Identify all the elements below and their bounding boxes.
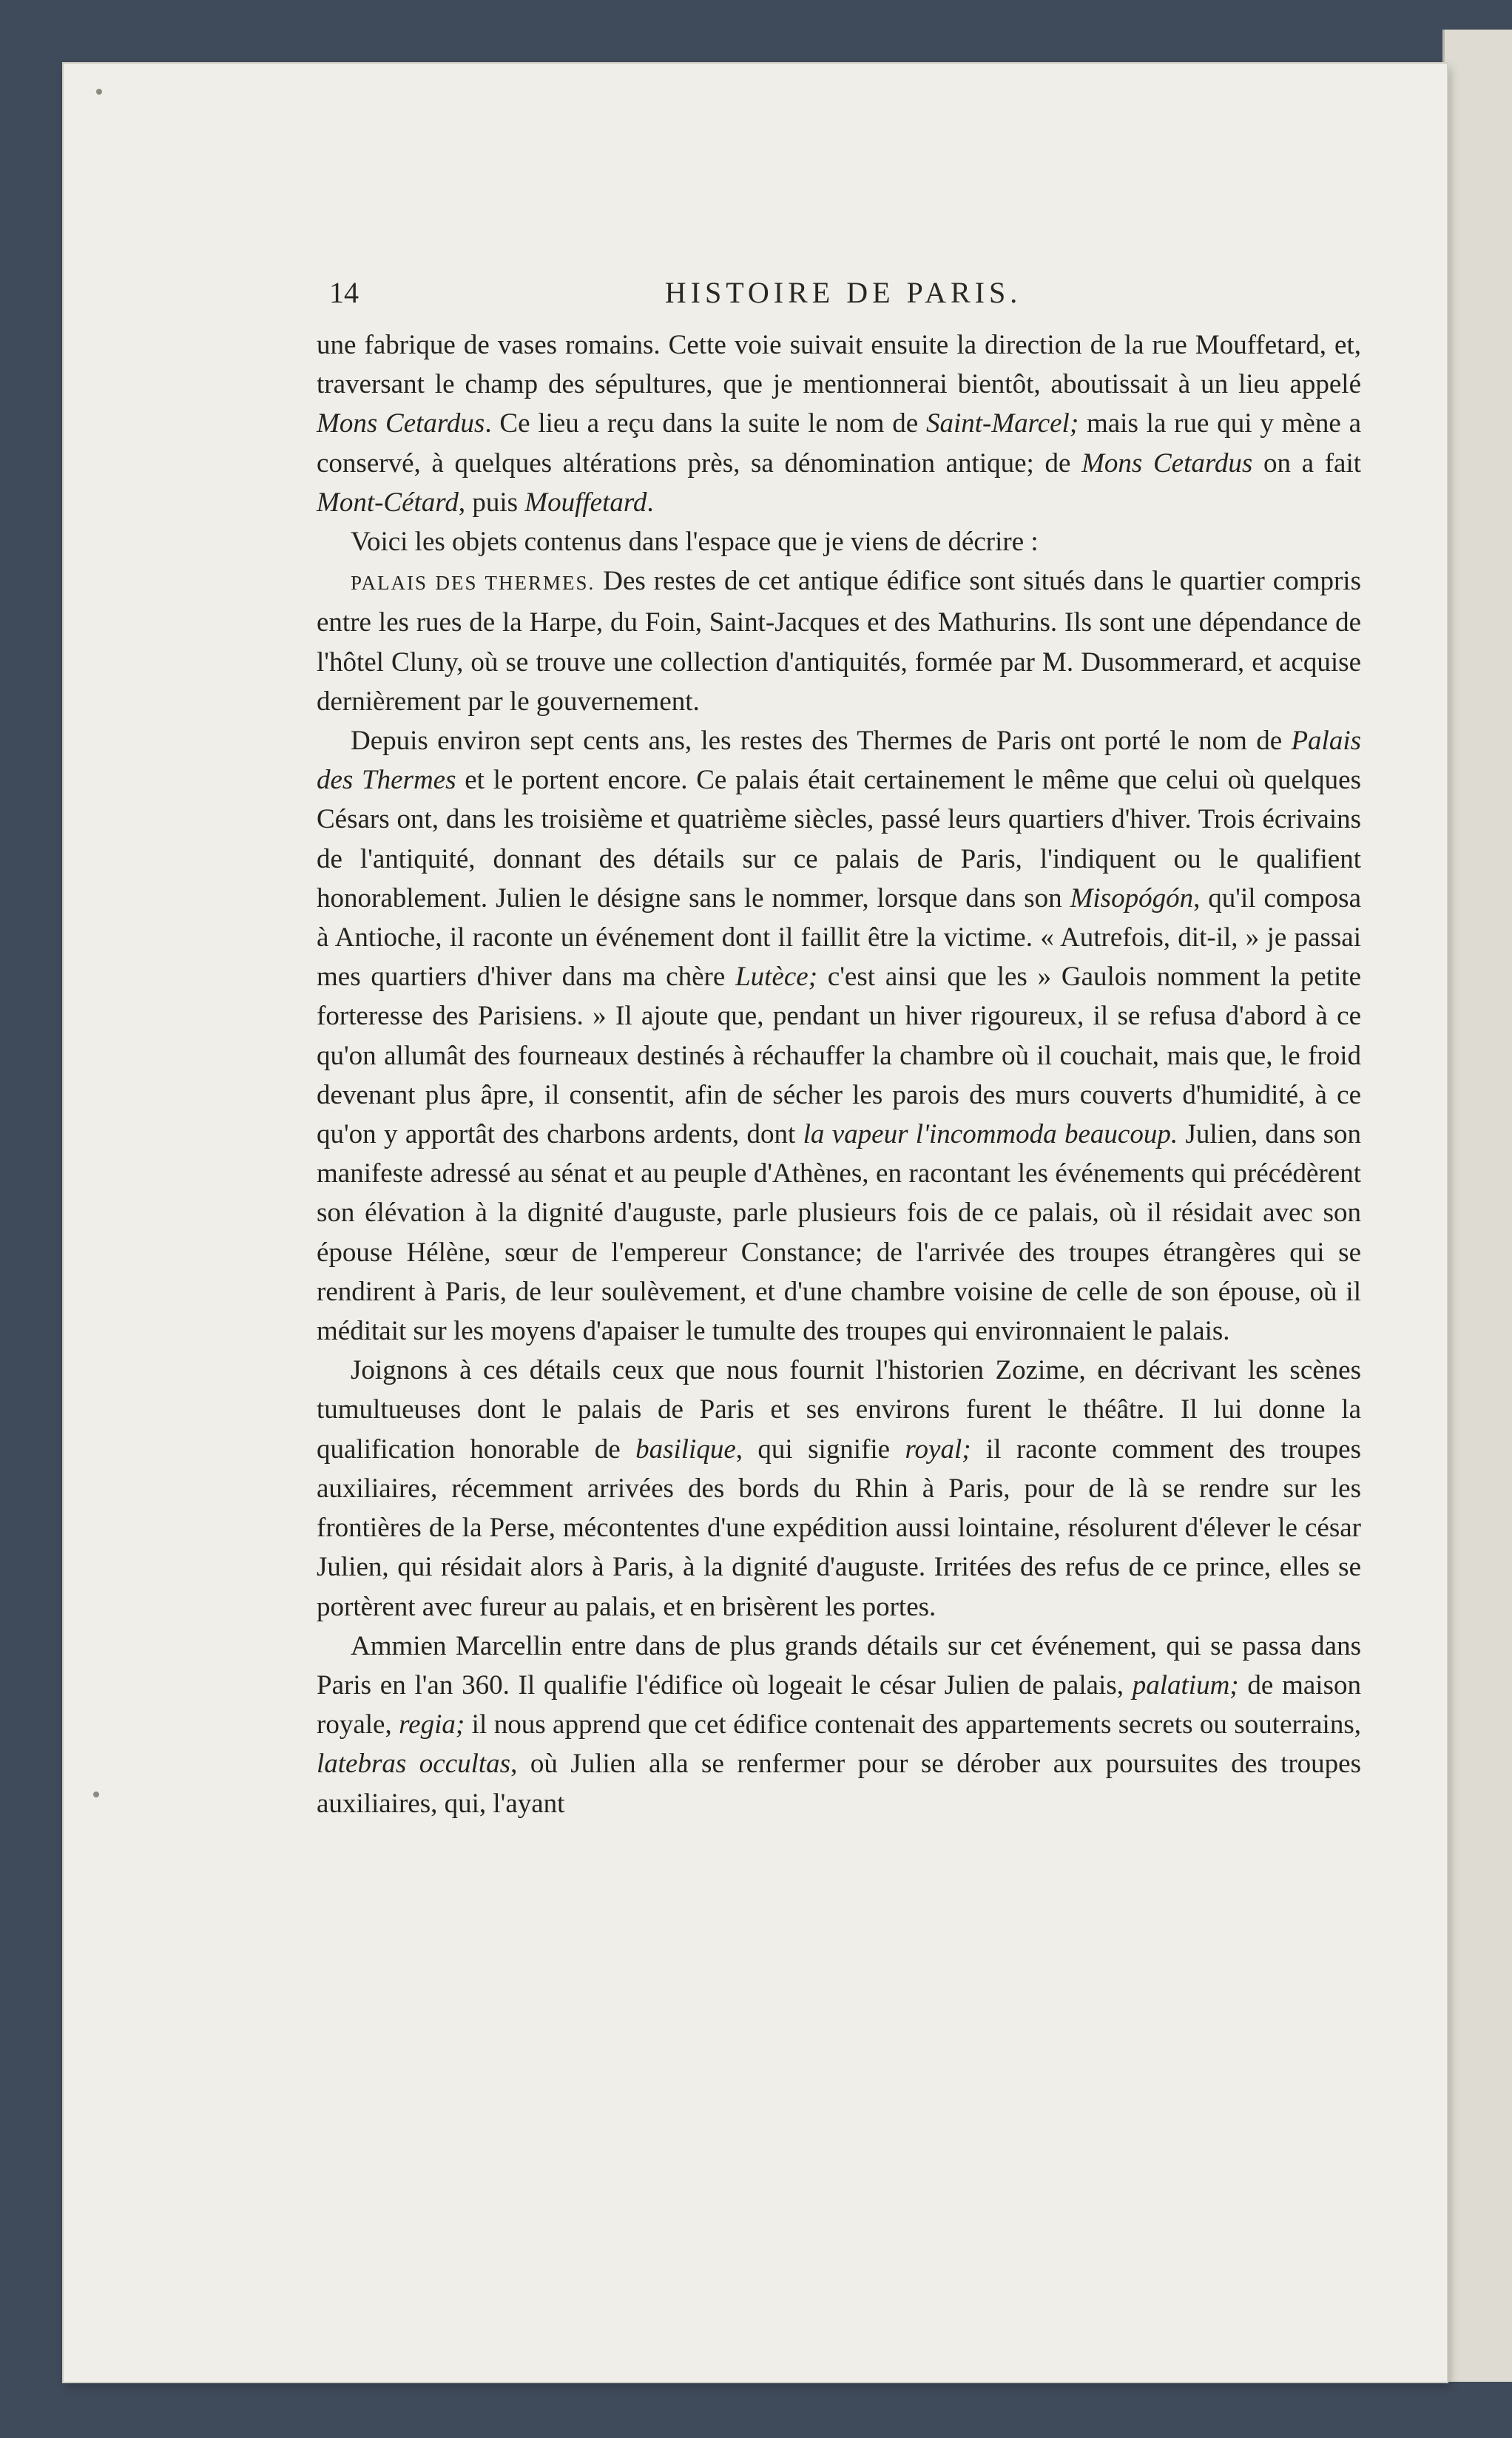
section-paragraph: PALAIS DES THERMES. Des restes de cet antique édifice sont situés dans le quartier compris entre les rues de la Harpe, du Foin, Saint-Jacques et des Mathurins. Ils sont une dépendance de l'hôtel Cluny, où se trouve une collection d'antiquités, formée par M. Dusommerard, et acquise dernièrement par le gouvernement. [317, 566, 1361, 717]
page-number: 14 [329, 276, 359, 309]
next-page-edge [1442, 30, 1512, 2382]
running-title: HISTOIRE DE PARIS. [664, 276, 1022, 309]
paragraph: Ammien Marcellin entre dans de plus grands détails sur cet événement, qui se passa dans Paris en l'an 360. Il qualifie l'édifice où logeait le césar Julien de palais, palatium; de maison royale, regia; il nous apprend que cet édifice contenait des appartements secrets ou souterrains, latebras occultas, où Julien alla se renfermer pour se dérober aux poursuites des troupes auxiliaires, qui, l'ayant [317, 1630, 1361, 1819]
paragraph: Voici les objets contenus dans l'espace que je viens de décrire : [351, 527, 1039, 558]
body-text [317, 325, 1361, 1823]
page-header [329, 275, 1357, 320]
paper-speck [96, 89, 102, 95]
paragraph: Depuis environ sept cents ans, les restes des Thermes de Paris ont porté le nom de Palais des Thermes et le portent encore. Ce palais était certainement le même que celui où quelques Césars ont, dans les troisième et quatrième siècles, passé leurs quartiers d'hiver. Trois écrivains de l'antiquité, donnant des détails sur ce palais de Paris, l'indiquent ou le qualifient honorablement. Julien le désigne sans le nommer, lorsque dans son Misopógón, qu'il composa à Antioche, il raconte un événement dont il faillit être la victime. « Autrefois, dit-il, » je passai mes quartiers d'hiver dans ma chère Lutèce; c'est ainsi que les » Gaulois nomment la petite forteresse des Parisiens. » Il ajoute que, pendant un hiver rigoureux, il se refusa d'abord à ce qu'on allumât des fourneaux destinés à réchauffer la chambre où il couchait, mais que, le froid devenant plus âpre, il consentit, afin de sécher les parois des murs couverts d'humidité, à ce qu'on y apportât des charbons ardents, dont la vapeur l'incommoda beaucoup. Julien, dans son manifeste adressé au sénat et au peuple d'Athènes, en racontant les événements qui précédèrent son élévation à la dignité d'auguste, parle plusieurs fois de ce palais, où il résidait avec son épouse Hélène, sœur de l'empereur Constance; de l'arrivée des troupes étrangères qui se rendirent à Paris, de leur soulèvement, et d'une chambre voisine de celle de son épouse, où il méditait sur les moyens d'apaiser le tumulte des troupes qui environnaient le palais. [317, 726, 1362, 1347]
section-heading: PALAIS DES THERMES. [351, 572, 595, 595]
paragraph: une fabrique de vases romains. Cette voie suivait ensuite la direction de la rue Mouffetard, et, traversant le champ des sépultures, que je mentionnerai bientôt, aboutissait à un lieu appelé Mons Cetardus. Ce lieu a reçu dans la suite le nom de Saint-Marcel; mais la rue qui y mène a conservé, à quelques altérations près, sa dénomination antique; de Mons Cetardus on a fait Mont-Cétard, puis Mouffetard. [317, 330, 1362, 518]
paragraph: Joignons à ces détails ceux que nous fournit l'historien Zozime, en décrivant les scènes tumultueuses dont le palais de Paris et ses environs furent le théâtre. Il lui donne la qualification honorable de basilique, qui signifie royal; il raconte comment des troupes auxiliaires, récemment arrivées des bords du Rhin à Paris, pour de là se rendre sur les frontières de la Perse, mécontentes d'une expédition aussi lointaine, résolurent d'élever le césar Julien, qui résidait alors à Paris, à la dignité d'auguste. Irritées des refus de ce prince, elles se portèrent avec fureur au palais, et en brisèrent les portes. [317, 1355, 1361, 1622]
paper-speck [93, 1792, 99, 1797]
